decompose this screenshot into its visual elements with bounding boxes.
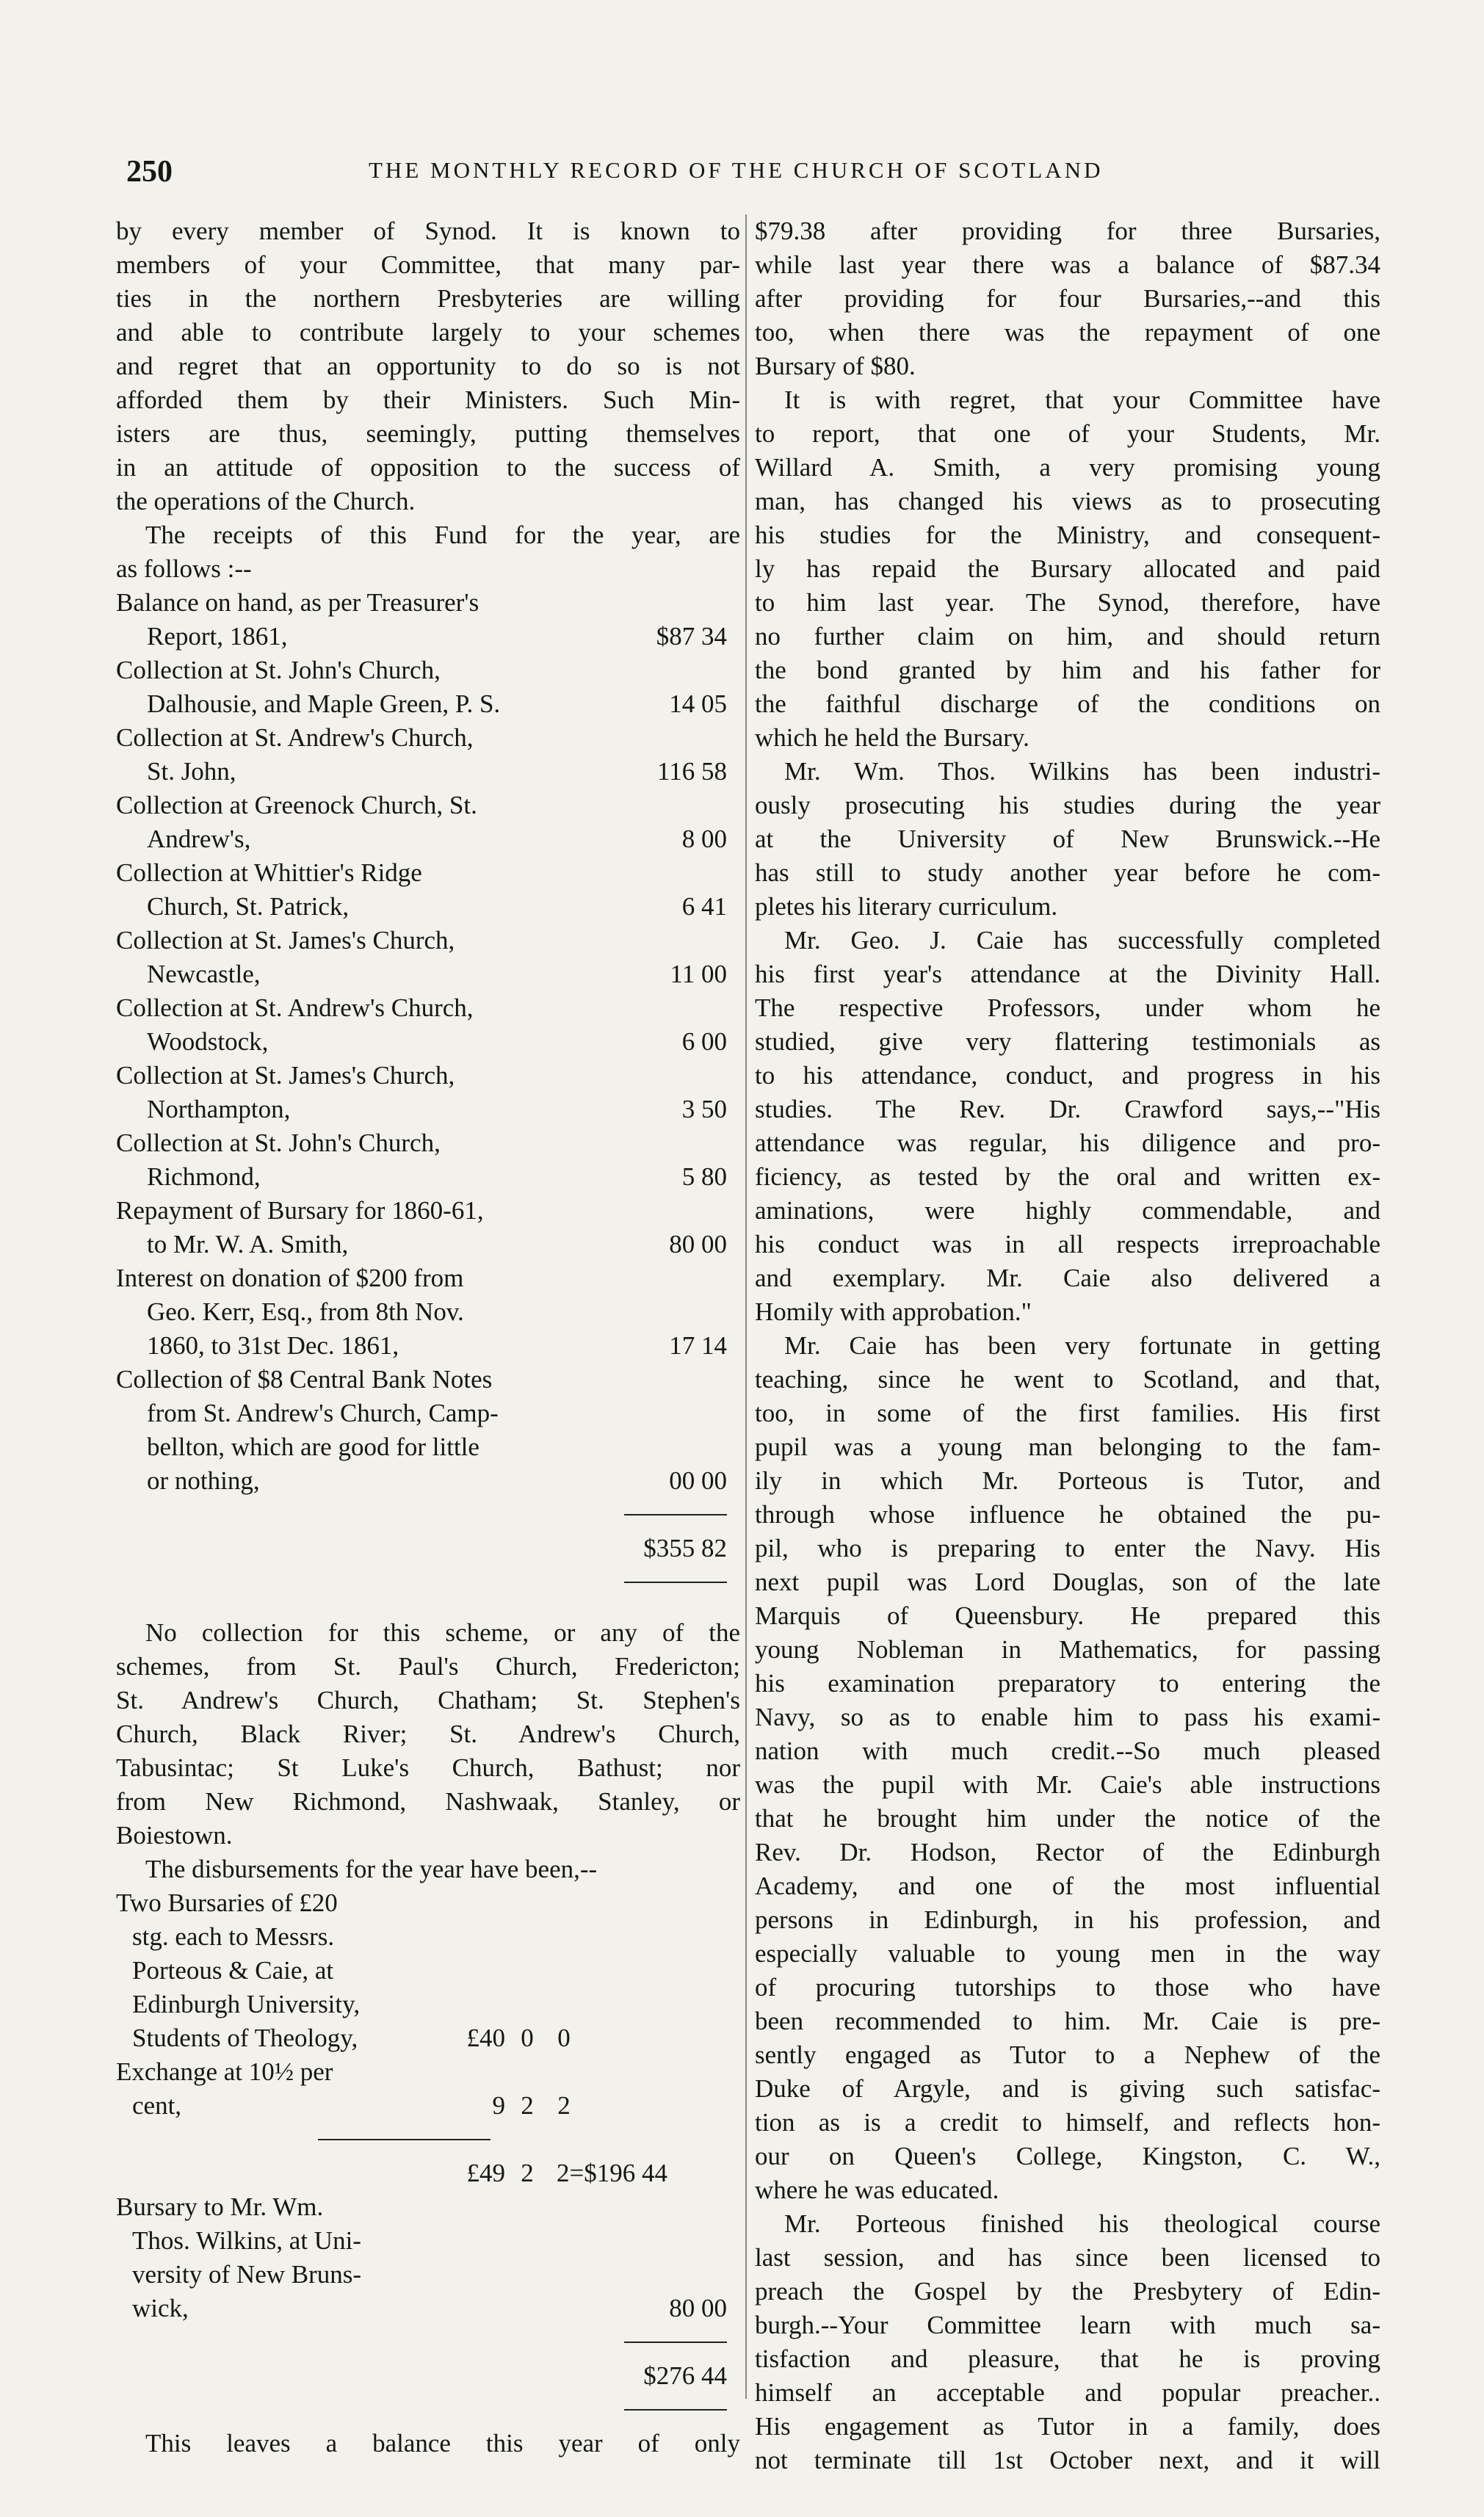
receipt-description: Repayment of Bursary for 1860-61, xyxy=(116,1196,484,1225)
exchange-row xyxy=(116,2089,740,2123)
paragraph-line: Duke of Argyle, and is giving such satisfac- xyxy=(755,2074,1380,2103)
receipt-description: Collection at St. James's Church, xyxy=(116,1061,455,1090)
spacer xyxy=(116,1599,740,1616)
paragraph-line: where he was educated. xyxy=(755,2176,999,2204)
paragraph-line: been recommended to him. Mr. Caie is pre- xyxy=(755,2007,1380,2035)
paragraph-line: in an attitude of opposition to the success of xyxy=(116,453,740,482)
paragraph-line: isters are thus, seemingly, putting themselves xyxy=(116,419,740,448)
disbursement-row xyxy=(116,1954,740,1988)
receipt-description: Balance on hand, as per Treasurer's xyxy=(116,588,479,617)
paragraph-line: aminations, were highly commendable, and xyxy=(755,1196,1380,1225)
receipt-row xyxy=(116,856,740,890)
paragraph-line: his conduct was in all respects irreproachable xyxy=(755,1230,1380,1258)
pounds: 9 xyxy=(492,2091,505,2120)
paragraph-line: ly has repaid the Bursary allocated and paid xyxy=(755,554,1380,583)
bursary-description: versity of New Bruns- xyxy=(132,2260,362,2289)
receipt-row xyxy=(116,1025,740,1059)
bursary-row xyxy=(116,2190,740,2224)
receipt-description: Richmond, xyxy=(147,1162,261,1191)
paragraph-line: our on Queen's College, Kingston, C. W., xyxy=(755,2142,1380,2170)
pence-and-dollars: 2=$196 44 xyxy=(557,2159,667,2187)
paragraph-line: and exemplary. Mr. Caie also delivered a xyxy=(755,1264,1380,1292)
paragraph-line: of procuring tutorships to those who have xyxy=(755,1973,1380,2002)
paragraph-line: Church, Black River; St. Andrew's Church, xyxy=(116,1720,740,1748)
receipt-row xyxy=(116,721,740,755)
paragraph-line: sently engaged as Tutor to a Nephew of the xyxy=(755,2040,1380,2069)
paragraph-line: ficiency, as tested by the oral and written ex- xyxy=(755,1162,1380,1191)
paragraph-line: pletes his literary curriculum. xyxy=(755,892,1058,921)
paragraph-line: from New Richmond, Nashwaak, Stanley, or xyxy=(116,1787,740,1816)
receipt-row xyxy=(116,957,740,991)
paragraph-line: the faithful discharge of the conditions on xyxy=(755,689,1380,718)
receipt-row xyxy=(116,1363,740,1397)
receipt-description: Collection of $8 Central Bank Notes xyxy=(116,1365,493,1394)
paragraph-line: man, has changed his views as to prosecuting xyxy=(755,487,1380,515)
sterling-total-row xyxy=(116,2156,740,2190)
paragraph-line: Bursary of $80. xyxy=(755,352,916,380)
paragraph-line: members of your Committee, that many par- xyxy=(116,250,740,279)
receipt-description: Interest on donation of $200 from xyxy=(116,1264,464,1292)
paragraph-line: Marquis of Queensbury. He prepared this xyxy=(755,1601,1380,1630)
receipt-row xyxy=(116,1093,740,1126)
paragraph-line: No collection for this scheme, or any of the xyxy=(145,1618,740,1647)
disbursement-row xyxy=(116,1988,740,2021)
receipt-amount: 116 58 xyxy=(657,757,727,786)
page-number: 250 xyxy=(126,155,173,189)
receipt-amount: 80 00 xyxy=(669,1230,727,1258)
paragraph-line: especially valuable to young men in the way xyxy=(755,1939,1380,1968)
bursary-description: wick, xyxy=(132,2294,189,2322)
receipt-amount: 3 50 xyxy=(681,1095,727,1123)
paragraph-line: to his attendance, conduct, and progress in his xyxy=(755,1061,1380,1090)
exchange-description: cent, xyxy=(132,2091,182,2120)
receipt-description: to Mr. W. A. Smith, xyxy=(147,1230,349,1258)
receipt-row xyxy=(116,620,740,653)
receipt-amount: 17 14 xyxy=(669,1331,727,1360)
paragraph-line: by every member of Synod. It is known to xyxy=(116,217,740,245)
paragraph-line: St. Andrew's Church, Chatham; St. Stephen's xyxy=(116,1686,740,1714)
paragraph-line: no further claim on him, and should return xyxy=(755,622,1380,651)
paragraph-line: preach the Gospel by the Presbytery of Edin- xyxy=(755,2277,1380,2306)
receipt-row xyxy=(116,1059,740,1093)
paragraph-line: ously prosecuting his studies during the year xyxy=(755,791,1380,819)
paragraph-line: The respective Professors, under whom he xyxy=(755,993,1380,1022)
receipt-amount: 8 00 xyxy=(681,825,727,853)
paragraph-line: after providing for four Bursaries,--and this xyxy=(755,284,1380,313)
running-title: THE MONTHLY RECORD OF THE CHURCH OF SCOTLAND xyxy=(369,157,1104,183)
paragraph-line: as follows :-- xyxy=(116,554,252,583)
left-column xyxy=(116,214,740,2460)
sum-rule xyxy=(116,2325,740,2359)
paragraph-line: not terminate till 1st October next, and it will xyxy=(755,2446,1380,2474)
disbursement-description: Porteous & Caie, at xyxy=(132,1956,334,1985)
exchange-description: Exchange at 10½ per xyxy=(116,2057,333,2086)
receipt-description: Collection at St. Andrew's Church, xyxy=(116,723,474,752)
receipt-amount: 14 05 xyxy=(669,689,727,718)
paragraph-line: attendance was regular, his diligence and pro- xyxy=(755,1129,1380,1157)
receipt-row xyxy=(116,1194,740,1228)
paragraph-line: burgh.--Your Committee learn with much sa- xyxy=(755,2311,1380,2339)
paragraph-line: next pupil was Lord Douglas, son of the late xyxy=(755,1568,1380,1596)
paragraph-line: schemes, from St. Paul's Church, Fredericton; xyxy=(116,1652,740,1681)
paragraph-line: studied, give very flattering testimonials as xyxy=(755,1027,1380,1056)
receipt-amount: 5 80 xyxy=(681,1162,727,1191)
receipt-row xyxy=(116,1126,740,1160)
receipt-row xyxy=(116,924,740,957)
paragraph-line: Boiestown. xyxy=(116,1821,233,1850)
receipt-amount: 6 00 xyxy=(681,1027,727,1056)
page-header xyxy=(126,154,1367,198)
receipts-total: $355 82 xyxy=(643,1534,727,1562)
bursary-row xyxy=(116,2292,740,2325)
receipt-description: St. John, xyxy=(147,757,236,786)
paragraph-line: It is with regret, that your Committee have xyxy=(784,385,1380,414)
receipt-description: or nothing, xyxy=(147,1466,260,1495)
paragraph-line: has still to study another year before he com- xyxy=(755,858,1380,887)
paragraph-line: was the pupil with Mr. Caie's able instructions xyxy=(755,1770,1380,1799)
paragraph-line: that he brought him under the notice of the xyxy=(755,1804,1380,1833)
receipt-amount: $87 34 xyxy=(656,622,727,651)
pence: 2 xyxy=(557,2091,571,2120)
disbursement-description: stg. each to Messrs. xyxy=(132,1922,335,1951)
disbursements-total: $276 44 xyxy=(643,2361,727,2390)
pounds: £49 xyxy=(466,2159,505,2187)
paragraph-line: $79.38 after providing for three Bursaries, xyxy=(755,217,1380,245)
paragraph-line: young Nobleman in Mathematics, for passing xyxy=(755,1635,1380,1664)
paragraph-line: His engagement as Tutor in a family, does xyxy=(755,2412,1380,2441)
paragraph-line: Navy, so as to enable him to pass his exami- xyxy=(755,1703,1380,1731)
bursary-row xyxy=(116,2258,740,2292)
receipt-row xyxy=(116,991,740,1025)
receipt-row xyxy=(116,1295,740,1329)
paragraph-line: too, in some of the first families. His first xyxy=(755,1399,1380,1427)
paragraph-line: the operations of the Church. xyxy=(116,487,416,515)
paragraph-line: tion as is a credit to himself, and reflects hon- xyxy=(755,2108,1380,2137)
receipt-row xyxy=(116,755,740,789)
bursary-amount: 80 00 xyxy=(669,2294,727,2322)
paragraph-line: his first year's attendance at the Divinity Hall. xyxy=(755,960,1380,988)
paragraph-line: The receipts of this Fund for the year, are xyxy=(145,521,740,549)
paragraph-line: Mr. Geo. J. Caie has successfully completed xyxy=(784,926,1380,955)
receipt-description: Collection at St. Andrew's Church, xyxy=(116,993,474,1022)
paragraph-line: the bond granted by him and his father for xyxy=(755,656,1380,684)
paragraph-line: which he held the Bursary. xyxy=(755,723,1029,752)
paragraph-line: Mr. Porteous finished his theological course xyxy=(784,2209,1380,2238)
sum-rule xyxy=(116,2393,740,2427)
paragraph-line: too, when there was the repayment of one xyxy=(755,318,1380,347)
receipts-total-row xyxy=(116,1532,740,1565)
receipt-description: Collection at Greenock Church, St. xyxy=(116,791,477,819)
disbursement-row xyxy=(116,1920,740,1954)
disbursement-row xyxy=(116,1886,740,1920)
paragraph-line: Mr. Wm. Thos. Wilkins has been industri- xyxy=(784,757,1380,786)
paragraph-line: his examination preparatory to entering the xyxy=(755,1669,1380,1698)
receipt-amount: 11 00 xyxy=(670,960,727,988)
paragraph-line: and regret that an opportunity to do so is not xyxy=(116,352,740,380)
paragraph-line: Willard A. Smith, a very promising young xyxy=(755,453,1380,482)
receipt-row xyxy=(116,1464,740,1498)
paragraph-line: tisfaction and pleasure, that he is proving xyxy=(755,2344,1380,2373)
receipt-description: bellton, which are good for little xyxy=(147,1433,479,1461)
pounds: £40 xyxy=(466,2024,505,2052)
paragraph-line: and able to contribute largely to your schemes xyxy=(116,318,740,347)
receipt-description: Woodstock, xyxy=(147,1027,269,1056)
right-column xyxy=(755,214,1380,2477)
sterling-rule xyxy=(116,2123,740,2156)
receipt-description: Church, St. Patrick, xyxy=(147,892,350,921)
paragraph-line: persons in Edinburgh, in his profession, and xyxy=(755,1905,1380,1934)
sum-rule xyxy=(116,1565,740,1599)
paragraph-line: to him last year. The Synod, therefore, have xyxy=(755,588,1380,617)
receipt-description: Report, 1861, xyxy=(147,622,288,651)
receipt-description: Andrew's, xyxy=(147,825,251,853)
disbursement-row xyxy=(116,2021,740,2055)
paragraph-line: studies. The Rev. Dr. Crawford says,--"His xyxy=(755,1095,1380,1123)
receipt-row xyxy=(116,1329,740,1363)
bursary-description: Thos. Wilkins, at Uni- xyxy=(132,2226,361,2255)
receipt-row xyxy=(116,687,740,721)
paragraph-line: ties in the northern Presbyteries are willing xyxy=(116,284,740,313)
receipt-row xyxy=(116,1397,740,1430)
receipt-row xyxy=(116,586,740,620)
receipt-row xyxy=(116,789,740,822)
receipt-row xyxy=(116,890,740,924)
receipt-description: 1860, to 31st Dec. 1861, xyxy=(147,1331,399,1360)
paragraph-line: This leaves a balance this year of only xyxy=(145,2429,740,2458)
disbursements-total-row xyxy=(116,2359,740,2393)
paragraph-line: ily in which Mr. Porteous is Tutor, and xyxy=(755,1466,1380,1495)
receipt-amount: 6 41 xyxy=(681,892,727,921)
disbursement-description: Students of Theology, xyxy=(132,2024,358,2052)
paragraph-line: pil, who is preparing to enter the Navy. His xyxy=(755,1534,1380,1562)
receipt-row xyxy=(116,1160,740,1194)
disbursement-description: Two Bursaries of £20 xyxy=(116,1888,338,1917)
exchange-row xyxy=(116,2055,740,2089)
paragraph-line: himself an acceptable and popular preacher.. xyxy=(755,2378,1380,2407)
paragraph-line: at the University of New Brunswick.--He xyxy=(755,825,1380,853)
column-divider xyxy=(745,214,747,2399)
sum-rule xyxy=(116,1498,740,1532)
paragraph-line: pupil was a young man belonging to the fam- xyxy=(755,1433,1380,1461)
receipt-row xyxy=(116,1261,740,1295)
paragraph-line: while last year there was a balance of $87.34 xyxy=(755,250,1380,279)
paragraph-line: last session, and has since been licensed to xyxy=(755,2243,1380,2272)
shillings: 0 xyxy=(521,2024,534,2052)
receipt-row xyxy=(116,1228,740,1261)
receipt-description: Collection at St. James's Church, xyxy=(116,926,455,955)
paragraph-line: afforded them by their Ministers. Such Min- xyxy=(116,385,740,414)
paragraph-line: Homily with approbation." xyxy=(755,1297,1032,1326)
paragraph-line: Rev. Dr. Hodson, Rector of the Edinburgh xyxy=(755,1838,1380,1866)
disbursement-description: Edinburgh University, xyxy=(132,1990,361,2018)
receipt-row xyxy=(116,1430,740,1464)
paragraph-line: nation with much credit.--So much pleased xyxy=(755,1736,1380,1765)
paragraph-line: Academy, and one of the most influential xyxy=(755,1872,1380,1900)
bursary-row xyxy=(116,2224,740,2258)
receipt-description: Geo. Kerr, Esq., from 8th Nov. xyxy=(147,1297,464,1326)
receipt-description: Dalhousie, and Maple Green, P. S. xyxy=(147,689,501,718)
receipt-row xyxy=(116,822,740,856)
paragraph-line: Mr. Caie has been very fortunate in getting xyxy=(784,1331,1380,1360)
bursary-description: Bursary to Mr. Wm. xyxy=(116,2192,324,2221)
receipt-description: Newcastle, xyxy=(147,960,261,988)
paragraph-line: teaching, since he went to Scotland, and that, xyxy=(755,1365,1380,1394)
paragraph-line: The disbursements for the year have been,-- xyxy=(145,1855,598,1883)
receipt-description: Collection at Whittier's Ridge xyxy=(116,858,422,887)
shillings: 2 xyxy=(521,2091,534,2120)
shillings: 2 xyxy=(521,2159,534,2187)
paragraph-line: to report, that one of your Students, Mr. xyxy=(755,419,1380,448)
paragraph-line: Tabusintac; St Luke's Church, Bathust; nor xyxy=(116,1753,740,1782)
pence: 0 xyxy=(557,2024,571,2052)
receipt-amount: 00 00 xyxy=(669,1466,727,1495)
receipt-row xyxy=(116,653,740,687)
receipt-description: Collection at St. John's Church, xyxy=(116,656,441,684)
paragraph-line: through whose influence he obtained the pu- xyxy=(755,1500,1380,1529)
receipt-description: from St. Andrew's Church, Camp- xyxy=(147,1399,499,1427)
receipt-description: Collection at St. John's Church, xyxy=(116,1129,441,1157)
paragraph-line: his studies for the Ministry, and consequent- xyxy=(755,521,1380,549)
receipt-description: Northampton, xyxy=(147,1095,291,1123)
